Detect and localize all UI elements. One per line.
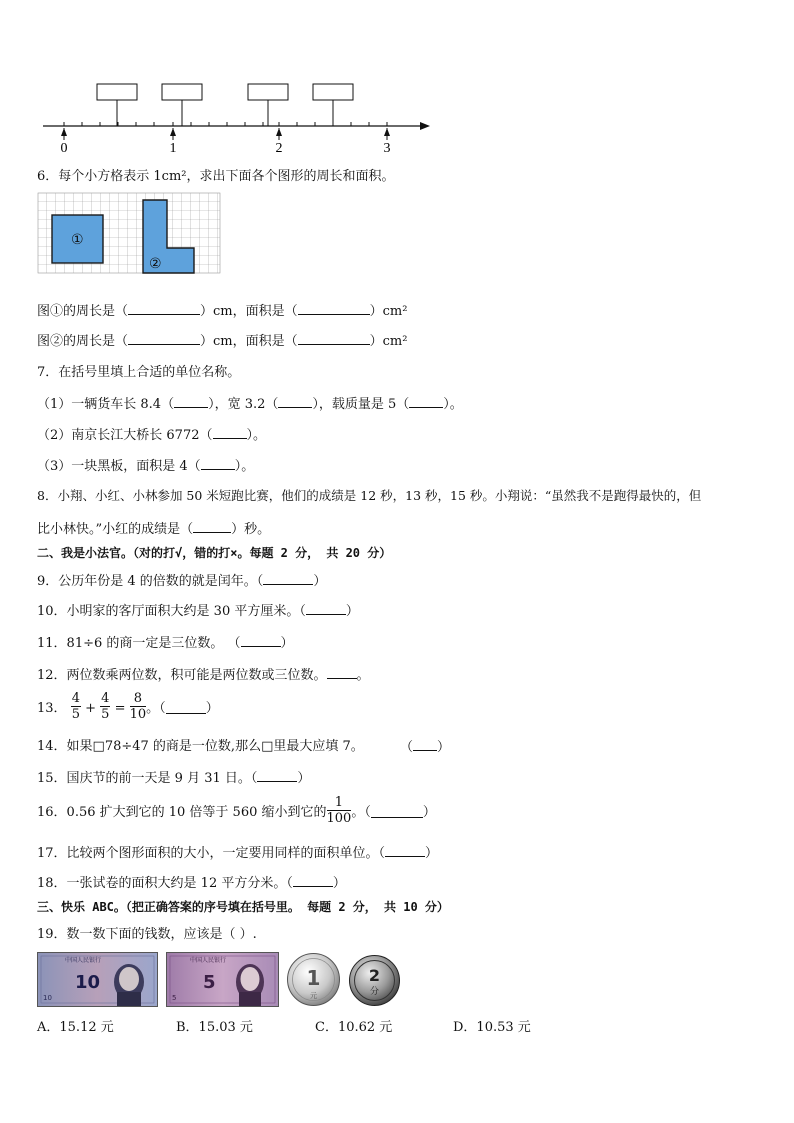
banknote-5-yuan: [166, 952, 279, 1007]
question-7-item-1: （1）一辆货车长 8.4（ ），宽 3.2（ ），载质量是 5（ ）。: [37, 397, 463, 412]
tick-label-0: 0: [60, 141, 68, 156]
svg-text:中国人民银行: 中国人民银行: [190, 957, 227, 964]
question-7: 7．在括号里填上合适的单位名称。: [37, 365, 241, 380]
q10-blank[interactable]: [306, 604, 346, 615]
svg-text:5: 5: [203, 972, 216, 993]
option-c[interactable]: C．10.62 元: [315, 1020, 393, 1035]
question-15: 15．国庆节的前一天是 9 月 31 日。（ ）: [37, 771, 311, 786]
option-b[interactable]: B．15.03 元: [176, 1020, 253, 1035]
q14-blank[interactable]: [413, 740, 437, 751]
question-16: 16．0.56 扩大到它的 10 倍等于 560 缩小到它的 $\frac{1}{100}$ 。（ ）: [37, 795, 436, 826]
question-10: 10．小明家的客厅面积大约是 30 平方厘米。（ ）: [37, 604, 359, 619]
tick-label-2: 2: [275, 141, 283, 156]
fraction-4-5-b: $\frac{4}{5}$: [101, 691, 110, 722]
tick-label-1: 1: [169, 141, 177, 156]
q16-blank[interactable]: [371, 807, 423, 818]
question-6-line-2: 图②的周长是（ ）cm，面积是（ ）cm²: [37, 334, 408, 349]
fig1-perimeter-blank[interactable]: [128, 304, 200, 315]
svg-text:10: 10: [75, 972, 101, 993]
answer-box-4[interactable]: [313, 84, 353, 100]
section-3-heading: 三、快乐 ABC。（把正确答案的序号填在括号里。 每题 2 分， 共 10 分）: [37, 900, 449, 914]
question-13: 13． $\frac{4}{5}$ + $\frac{4}{5}$ = $\frac{8}{10}$ 。（ ）: [37, 691, 219, 722]
question-7-item-2: （2）南京长江大桥长 6772（ ）。: [37, 428, 267, 443]
question-19: 19．数一数下面的钱数，应该是（ ）.: [37, 927, 257, 942]
tick-label-3: 3: [383, 141, 391, 156]
answer-box-3[interactable]: [248, 84, 288, 100]
fraction-8-10: $\frac{8}{10}$: [129, 691, 147, 722]
q12-blank[interactable]: [327, 668, 357, 679]
q7-blank-4[interactable]: [213, 428, 247, 439]
question-12: 12．两位数乘两位数，积可能是两位数或三位数。 。: [37, 668, 370, 683]
answer-box-2[interactable]: [162, 84, 202, 100]
svg-text:1: 1: [306, 966, 321, 990]
grid-figure: [37, 192, 221, 274]
q9-blank[interactable]: [263, 574, 313, 585]
question-18: 18．一张试卷的面积大约是 12 平方分米。（ ）: [37, 876, 346, 891]
figure-2-label: ②: [149, 256, 162, 272]
question-14: 14．如果□78÷47 的商是一位数,那么□里最大应填 7。: [37, 739, 364, 754]
coin-1-yuan: [286, 952, 341, 1007]
option-d[interactable]: D．10.53 元: [453, 1020, 531, 1035]
svg-text:2: 2: [368, 966, 381, 985]
answer-box-1[interactable]: [97, 84, 137, 100]
question-9: 9．公历年份是 4 的倍数的就是闰年。（ ）: [37, 574, 327, 589]
question-17: 17．比较两个图形面积的大小，一定要用同样的面积单位。（ ）: [37, 846, 439, 861]
figure-1-label: ①: [71, 232, 84, 248]
svg-text:元: 元: [310, 992, 317, 1000]
q15-blank[interactable]: [257, 771, 297, 782]
q11-blank[interactable]: [241, 636, 281, 647]
q7-blank-5[interactable]: [201, 459, 235, 470]
question-6-line-1: 图①的周长是（ ）cm，面积是（ ）cm²: [37, 304, 408, 319]
fig2-area-blank[interactable]: [298, 334, 370, 345]
coin-2-fen: [348, 954, 401, 1007]
question-11: 11．81÷6 的商一定是三位数。 （ ）: [37, 636, 294, 651]
banknote-10-yuan: [37, 952, 158, 1007]
q7-blank-3[interactable]: [409, 397, 443, 408]
fraction-1-100: $\frac{1}{100}$: [326, 795, 352, 826]
q13-blank[interactable]: [166, 703, 206, 714]
svg-text:10: 10: [43, 994, 52, 1002]
option-a[interactable]: A．15.12 元: [37, 1020, 114, 1035]
fraction-4-5-a: $\frac{4}{5}$: [71, 691, 80, 722]
svg-text:中国人民银行: 中国人民银行: [65, 957, 102, 964]
q7-blank-2[interactable]: [278, 397, 312, 408]
q7-blank-1[interactable]: [174, 397, 208, 408]
question-8-line-2: 比小林快。”小红的成绩是（ ）秒。: [37, 522, 271, 537]
q18-blank[interactable]: [293, 876, 333, 887]
section-2-heading: 二、我是小法官。（对的打√，错的打×。每题 2 分， 共 20 分）: [37, 546, 392, 560]
fig2-perimeter-blank[interactable]: [128, 334, 200, 345]
q8-blank[interactable]: [193, 522, 231, 533]
svg-text:分: 分: [369, 987, 380, 997]
q17-blank[interactable]: [385, 846, 425, 857]
question-8-line-1: 8．小翔、小红、小林参加 50 米短跑比赛，他们的成绩是 12 秒，13 秒，15 秒。小翔说：“虽然我不是跑得最快的，但: [37, 488, 702, 503]
question-14-answer: （ ）: [400, 740, 451, 755]
question-6: 6．每个小方格表示 1cm²，求出下面各个图形的周长和面积。: [37, 169, 395, 184]
fig1-area-blank[interactable]: [298, 304, 370, 315]
question-7-item-3: （3）一块黑板，面积是 4（ ）。: [37, 459, 255, 474]
svg-text:5: 5: [172, 994, 177, 1002]
